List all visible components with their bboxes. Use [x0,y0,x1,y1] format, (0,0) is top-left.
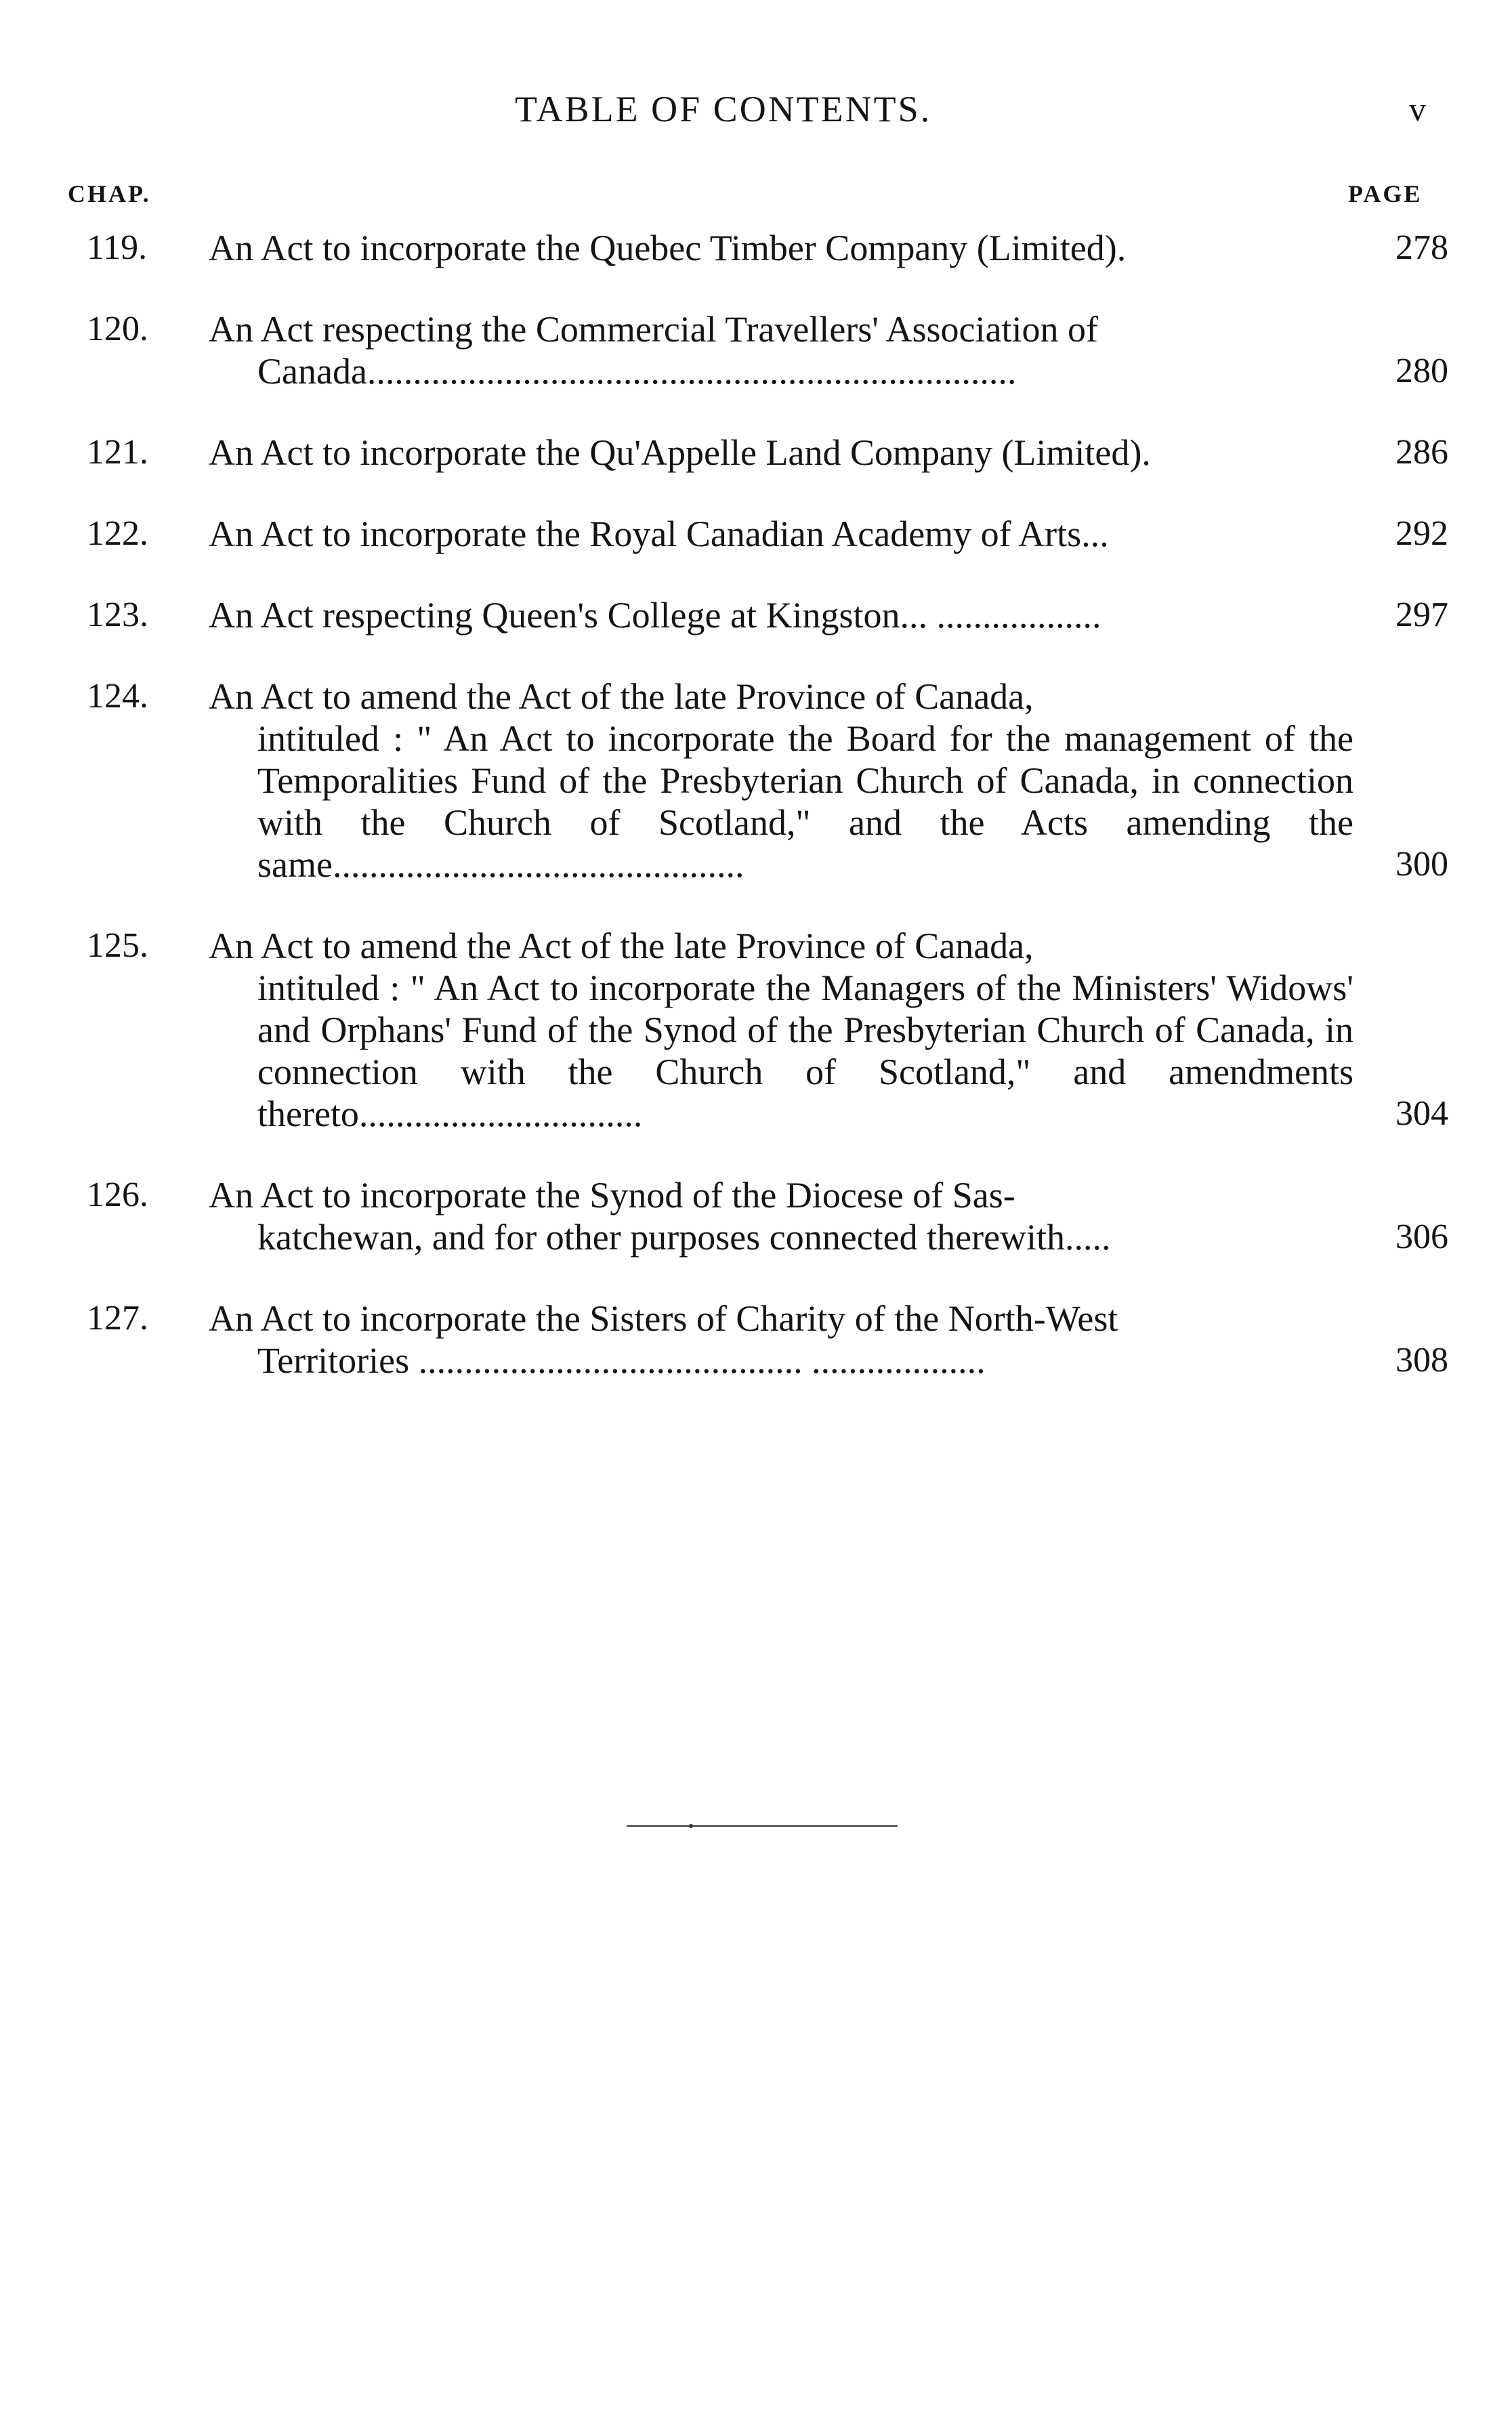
entry-title-first-line: An Act to amend the Act of the late Province of Canada, [209,676,1034,717]
closing-rule [627,1824,898,1827]
entry-title-continuation: Canada....................................................................... [257,351,1017,392]
entry-title-first-line: An Act to incorporate the Royal Canadian Academy of Arts... [209,514,1109,554]
toc-entry [0,925,1512,1135]
page-number: 278 [1395,228,1448,267]
entry-title [209,925,1353,1135]
page-number: 286 [1395,433,1448,472]
entry-title-continuation: katchewan, and for other purposes connected therewith..... [257,1217,1111,1258]
chapter-column-heading: CHAP. [68,180,151,207]
entry-title [209,227,1353,269]
toc-entry [0,513,1512,555]
entry-title-first-line: An Act respecting Queen's College at Kingston... .................. [209,595,1101,636]
chapter-number: 127. [87,1299,148,1337]
entry-title-first-line: An Act to incorporate the Synod of the Diocese of Sas- [209,1175,1015,1216]
chapter-number: 119. [87,228,148,267]
closing-rule-line [627,1824,898,1828]
entry-title-continuation: intituled : " An Act to incorporate the Managers of the Ministers' Widows' and Orphans' Fund of the Synod of the Presbyterian Church of Canada, in connection with the Church of Scotland," and amendments thereto............................... [257,968,1353,1134]
folio-number: v [1409,90,1426,128]
chapter-number: 126. [87,1176,148,1214]
entry-title [209,1298,1353,1382]
entry-title [209,432,1353,474]
toc-entry [0,308,1512,392]
entry-title-first-line: An Act to incorporate the Qu'Appelle Land Company (Limited). [209,432,1151,473]
chapter-number: 121. [87,433,148,472]
chapter-number: 122. [87,514,148,553]
toc-entry [0,227,1512,269]
entry-title-first-line: An Act to incorporate the Sisters of Charity of the North-West [209,1298,1118,1339]
page-column-heading: PAGE [1348,180,1423,207]
running-head [0,88,1512,142]
page-number: 308 [1395,1341,1448,1380]
entry-title-first-line: An Act to incorporate the Quebec Timber Company (Limited). [209,228,1127,268]
entry-title-continuation: Territories .......................................... ................... [257,1340,986,1381]
toc-entry [0,1174,1512,1258]
chapter-number: 123. [87,596,148,634]
entry-title [209,676,1353,886]
entry-title [209,594,1353,636]
chapter-number: 120. [87,310,148,348]
toc-entry [0,1298,1512,1382]
page-number: 300 [1395,845,1448,884]
toc-entry [0,594,1512,636]
page-number: 304 [1395,1094,1448,1133]
page-number: 297 [1395,596,1448,634]
page-number: 306 [1395,1218,1448,1256]
chapter-number: 125. [87,926,148,965]
entry-title-first-line: An Act to amend the Act of the late Province of Canada, [209,926,1034,966]
entry-title [209,1174,1353,1258]
entry-title-first-line: An Act respecting the Commercial Travellers' Association of [209,309,1098,350]
entry-title [209,308,1353,392]
column-headings [0,180,1512,213]
page-number: 292 [1395,514,1448,553]
toc-entry [0,432,1512,474]
page-title: TABLE OF CONTENTS. [515,89,932,129]
contents-list [0,227,1512,1421]
toc-entry [0,676,1512,886]
chapter-number: 124. [87,677,148,715]
entry-title [209,513,1353,555]
page-number: 280 [1395,352,1448,390]
entry-title-continuation: intituled : " An Act to incorporate the Board for the management of the Temporalities Fund of the Presbyterian Church of Canada, in connection with the Church of Scotland," and the Acts amending the same............................................. [257,718,1353,885]
